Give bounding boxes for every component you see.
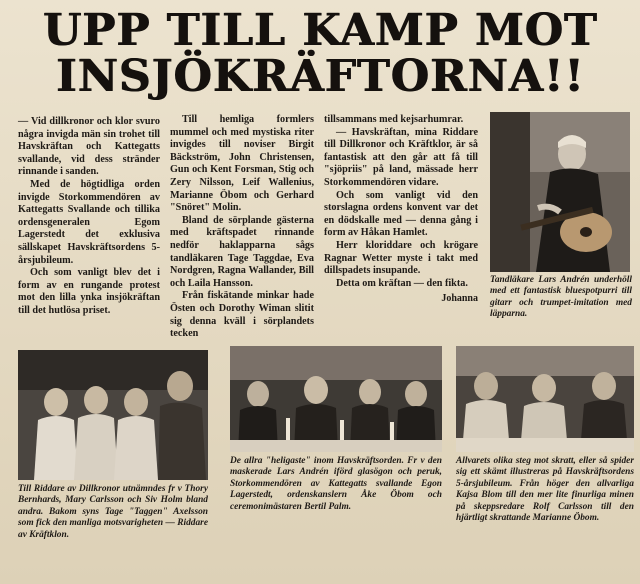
paragraph: tillsammans med kejsarhumrar. [324,114,464,125]
article-column-1 [18,116,160,318]
article-column-3 [324,114,478,306]
headline [10,5,630,102]
caption-knights-dill-crowns: Till Riddare av Dillkronor utnämndes fr v Thory Bernhards, Mary Carlsson och Siv Holm bland andra. Bakom syns Tage "Taggen" Axelsson som fick den manliga motsvarigheten — Riddare av Kräftklon. [18,484,208,540]
caption-order-leaders: De allra "heligaste" inom Havskräftsorden. Fr v den maskerade Lars Andrén iförd glasögon och peruk, Storkommendören av Kattegatts svallande Egon Lagerstedt, ordenskanslern Åke Öbom och ceremonimästaren Bertil Palm. [230,456,442,512]
paragraph: Med de högtidliga orden invigde Storkommendören av Kattegatts Svallande och tillika ordensgeneralen Egom Lagerstedt det exklusiva sällskapet Havskräftsordens 5-årsjubileum. [18,178,160,266]
article-column-2 [170,114,314,341]
paragraph: Detta om kräftan — den fikta. [336,277,468,289]
paragraph: Bland de sörplande gästerna med kräftspadet rinnande nedför haklapparna sågs tandläkaren Tage Taggdae, Eva Nordgren, Ragna Wallander, Bill och Laila Hansson. [170,214,314,289]
paragraph: Och som vanligt blev det i form av en rungande protest mot den lilla ynka insjökräftan till det hutlösa priset. [18,267,160,316]
paragraph: Till hemliga formlers mummel och med mystiska riter invigdes till noviser Birgit Bäckström, John Christensen, Gun och Kent Forsman, Stig och Zery Nilsson, Leif Wallenius, Marianne Öbom och Gerhard "Snöret" Molin. [170,114,314,214]
paragraph: — Havskräftan, mina Riddare till Dillkronor och Kräftklor, är så fantastisk att den går att få till "sjöpriis" på land, mässade herr Storkommendören vidare. [324,126,478,188]
caption-laughing-guests: Allvarets olika steg mot skratt, eller så spider sig ett skämt illustreras på Havskräftsordens 5-årsjubileum. Från höger den allvarliga Kajsa Blom till den mer lite finurliga minen på skeppsredare Rolf Carlsson till den hjärtligt skrattande Marianne Öbom. [456,456,634,524]
photo-laughing-guests [456,346,634,452]
paragraph: — Vid dillkronor och klor svuro några invigda män sin trohet till Havskräftan och Kattegatts svallande, vid dess stränder rinnande i sanden. [18,116,160,178]
paragraph: Herr kloriddare och krögare Ragnar Wetter myste i takt med dillspadets insupande. [324,239,478,277]
paragraph: Och som vanligt vid den storslagna ordens konvent var det en dödskalle med — denna gång i form av Håkan Hamlet. [324,189,478,239]
photo-order-leaders [230,346,442,452]
headline-line-2: INSJÖKRÄFTORNA!! [55,51,585,102]
headline-line-1: UPP TILL KAMP MOT [42,5,598,56]
paragraph: Från fiskätande minkar hade Östen och Dorothy Wiman slitit sig denna kväll i sörplandets tecken [170,290,314,340]
byline: Johanna [441,293,478,305]
photo-knights-dill-crowns [18,350,208,480]
photo-guitarist [490,112,630,272]
caption-guitarist: Tandläkare Lars Andrén underhöll med ett fantastisk bluespotpurri till gitarr och trumpet-imitation med läpparna. [490,275,632,320]
